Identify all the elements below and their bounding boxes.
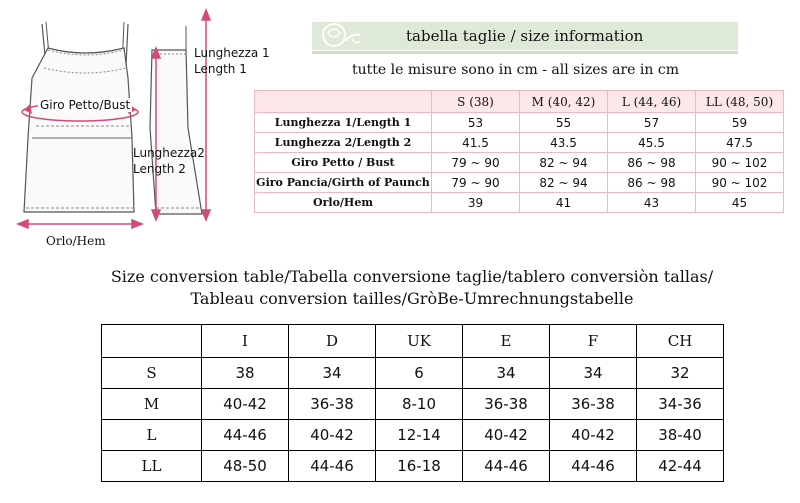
measurement-note: tutte le misure sono in cm - all sizes are in cm	[352, 62, 679, 78]
length1-label-it: Lunghezza 1	[194, 46, 270, 60]
conversion-row	[102, 389, 724, 420]
size-table-cell: 45.5	[608, 133, 696, 153]
size-table-row-label: Giro Petto / Bust	[255, 153, 432, 173]
size-table-cell: 82 ~ 94	[520, 173, 608, 193]
conversion-cell: 44-46	[550, 451, 637, 482]
size-table-header-cell: LL (48, 50)	[696, 91, 784, 113]
conversion-cell: 34	[550, 358, 637, 389]
size-table-cell: 43	[608, 193, 696, 213]
conversion-cell: 40-42	[202, 389, 289, 420]
size-table-row-label: Giro Pancia/Girth of Paunch	[255, 173, 432, 193]
conversion-cell: 40-42	[463, 420, 550, 451]
conversion-heading-line1: Size conversion table/Tabella conversione taglie/tablero conversiòn tallas/	[110, 267, 714, 286]
size-table-cell: 79 ~ 90	[432, 173, 520, 193]
size-table-cell: 82 ~ 94	[520, 153, 608, 173]
size-table-cell: 90 ~ 102	[696, 173, 784, 193]
size-table-cell: 90 ~ 102	[696, 153, 784, 173]
size-table-cell: 55	[520, 113, 608, 133]
garment-diagram	[10, 8, 270, 252]
conversion-row	[102, 451, 724, 482]
hem-label: Orlo/Hem	[46, 234, 106, 248]
size-table-cell: 41	[520, 193, 608, 213]
size-table-header-row	[255, 91, 784, 113]
conversion-cell: 38-40	[637, 420, 724, 451]
conversion-cell: 34	[289, 358, 376, 389]
conversion-cell: 34-36	[637, 389, 724, 420]
size-table-cell: 79 ~ 90	[432, 153, 520, 173]
conversion-row-label: S	[102, 358, 202, 389]
conversion-header-cell: CH	[637, 325, 724, 358]
length1-label-en: Length 1	[194, 62, 247, 76]
conversion-header-cell: UK	[376, 325, 463, 358]
size-table-cell: 86 ~ 98	[608, 173, 696, 193]
size-table-row	[255, 153, 784, 173]
banner-title: tabella taglie / size information	[406, 27, 644, 45]
conversion-cell: 44-46	[289, 451, 376, 482]
conversion-header-cell: E	[463, 325, 550, 358]
size-table-cell: 57	[608, 113, 696, 133]
conversion-cell: 36-38	[463, 389, 550, 420]
conversion-cell: 36-38	[289, 389, 376, 420]
conversion-cell: 12-14	[376, 420, 463, 451]
size-table-row-label: Orlo/Hem	[255, 193, 432, 213]
length2-label-en: Length 2	[133, 162, 186, 176]
conversion-row-label: L	[102, 420, 202, 451]
conversion-cell: 44-46	[202, 420, 289, 451]
conversion-cell: 42-44	[637, 451, 724, 482]
conversion-header-cell	[102, 325, 202, 358]
conversion-header-cell: F	[550, 325, 637, 358]
conversion-row-label: LL	[102, 451, 202, 482]
conversion-cell: 6	[376, 358, 463, 389]
size-table-row	[255, 173, 784, 193]
rose-icon	[314, 19, 364, 53]
size-table-header-cell: S (38)	[432, 91, 520, 113]
conversion-cell: 48-50	[202, 451, 289, 482]
conversion-cell: 40-42	[550, 420, 637, 451]
conversion-cell: 44-46	[463, 451, 550, 482]
conversion-cell: 36-38	[550, 389, 637, 420]
size-table-row-label: Lunghezza 1/Length 1	[255, 113, 432, 133]
conversion-header-cell: I	[202, 325, 289, 358]
size-table-cell: 45	[696, 193, 784, 213]
size-table-cell: 39	[432, 193, 520, 213]
conversion-row	[102, 420, 724, 451]
conversion-cell: 34	[463, 358, 550, 389]
conversion-cell: 40-42	[289, 420, 376, 451]
size-table-cell: 86 ~ 98	[608, 153, 696, 173]
bust-label: Giro Petto/Bust	[40, 98, 131, 112]
conversion-header-cell: D	[289, 325, 376, 358]
size-table-cell: 53	[432, 113, 520, 133]
size-table-cell: 59	[696, 113, 784, 133]
size-info-banner	[312, 22, 738, 50]
length2-label-it: Lunghezza2	[133, 146, 205, 160]
conversion-row	[102, 358, 724, 389]
size-table-header-cell	[255, 91, 432, 113]
size-table-cell: 41.5	[432, 133, 520, 153]
conversion-row-label: M	[102, 389, 202, 420]
size-table-cell: 43.5	[520, 133, 608, 153]
garment-sketch	[10, 8, 270, 248]
size-table-row-label: Lunghezza 2/Length 2	[255, 133, 432, 153]
conversion-cell: 32	[637, 358, 724, 389]
size-table-row	[255, 113, 784, 133]
size-table-row	[255, 133, 784, 153]
size-table-row	[255, 193, 784, 213]
conversion-cell: 16-18	[376, 451, 463, 482]
conversion-cell: 38	[202, 358, 289, 389]
conversion-header-row	[102, 325, 724, 358]
conversion-heading-line2: Tableau conversion tailles/GròBe-Umrechnungstabelle	[190, 289, 634, 308]
conversion-cell: 8-10	[376, 389, 463, 420]
conversion-heading	[0, 266, 800, 310]
size-table-header-cell: M (40, 42)	[520, 91, 608, 113]
size-information-table	[254, 90, 784, 213]
size-table-cell: 47.5	[696, 133, 784, 153]
size-table-header-cell: L (44, 46)	[608, 91, 696, 113]
size-conversion-table	[101, 324, 724, 482]
